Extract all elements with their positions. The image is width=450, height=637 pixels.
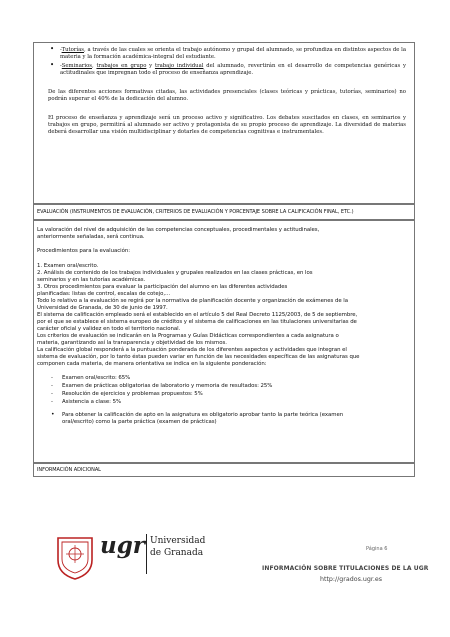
seminarios-paragraph: -Seminarios, trabajos en grupo y trabajo individual del alumnado, revertirán en el desarrollo de competencias genéricas y actitudinales que impregnan todo el proceso de enseñanza aprendizaje. xyxy=(60,63,406,76)
weighting-item: Resolución de ejercicios y problemas propuestos: 5% xyxy=(62,391,203,397)
procedimientos-heading: Procedimientos para la evaluación: xyxy=(37,248,130,254)
final-note-line: oral/escrito) como la parte práctica (examen de prácticas) xyxy=(62,419,217,425)
text-line: 2. Análisis de contenido de los trabajos individuales y grupales realizados en las clases prácticas, en los xyxy=(37,270,313,276)
final-note-line: Para obtener la calificación de apto en la asignatura es obligatorio aprobar tanto la parte teórica (examen xyxy=(62,412,344,418)
university-crest-icon xyxy=(56,534,94,580)
bullet-icon: • xyxy=(50,61,55,69)
university-line-2: de Granada xyxy=(150,548,204,558)
text-line: La calificación global responderá a la puntuación ponderada de los diferentes aspectos y actividades que integran el xyxy=(37,347,347,353)
proceso-paragraph: El proceso de enseñanza y aprendizaje será un proceso activo y significativo. Los debates suscitados en clases, en seminarios y trabajos en grupo, permitirá al alumnado ser activo y protagonista de su propio proceso de aprendizaje. La diversidad de materias deberá desarrollar una visión multidisciplinar y dotarles de competencias cognitivas e instrumentales. xyxy=(48,115,406,135)
tutorias-link: Tutorías xyxy=(61,47,84,53)
evaluation-header: EVALUACIÓN (INSTRUMENTOS DE EVALUACIÓN, CRITERIOS DE EVALUACIÓN Y PORCENTAJE SOBRE LA CALIFICACIÓN FINAL, ETC.) xyxy=(37,209,354,215)
dash-marker: - xyxy=(51,383,53,389)
bullet-icon: • xyxy=(50,45,55,53)
tutorias-text: , a través de las cuales se orienta el trabajo autónomo y grupal del alumnado, se profundiza en distintos aspectos de la materia y la formación académica-integral del estudiante. xyxy=(60,47,406,60)
evaluation-section xyxy=(33,220,415,463)
weighting-item: Examen oral/escrito: 65% xyxy=(62,375,131,381)
logo-divider xyxy=(146,534,147,574)
text-line: El sistema de calificación empleado será el establecido en el artículo 5 del Real Decreto 1125/2003, de 5 de septiembre, xyxy=(37,312,358,318)
dash-marker: - xyxy=(51,391,53,397)
grados-link[interactable]: http://grados.ugr.es xyxy=(320,576,383,583)
ugr-logo-text: ugr xyxy=(100,532,145,559)
bullet-icon: • xyxy=(51,411,55,418)
additional-info-header: INFORMACIÓN ADICIONAL xyxy=(37,467,101,473)
dash-marker: - xyxy=(51,399,53,405)
separator: y xyxy=(146,63,155,69)
teaching-methodology-section xyxy=(33,42,415,204)
dash-marker: - xyxy=(51,375,53,381)
info-banner: INFORMACIÓN SOBRE TITULACIONES DE LA UGR xyxy=(262,565,429,572)
text-line: Todo lo relativo a la evaluación se regirá por la normativa de planificación docente y organización de exámenes de la xyxy=(37,298,348,304)
text-line: 3. Otros procedimientos para evaluar la participación del alumno en las diferentes actividades xyxy=(37,284,288,290)
evaluation-header-row xyxy=(33,204,415,220)
weighting-item: Asistencia a clase: 5% xyxy=(62,399,122,405)
trabajo-individual-link: trabajo individual xyxy=(154,63,204,69)
trabajos-grupo-link: trabajos en grupo xyxy=(96,63,147,69)
text-line: seminarios y en las tutorías académicas. xyxy=(37,277,146,283)
acciones-paragraph: De las diferentes acciones formativas citadas, las actividades presenciales (clases teóricas y prácticas, tutorías, seminarios) no podrán superar el 40% de la dedicación del alumno. xyxy=(48,89,406,102)
page-number: Página 6 xyxy=(366,546,388,552)
text-line: carácter oficial y validez en todo el territorio nacional. xyxy=(37,326,181,332)
text-line: sistema de evaluación, por lo tanto éstas pueden variar en función de las necesidades específicas de las asignaturas que xyxy=(37,354,360,360)
tutorias-paragraph: -Tutorías, a través de las cuales se orienta el trabajo autónomo y grupal del alumnado, se profundiza en distintos aspectos de la materia y la formación académica-integral del estudiante. xyxy=(60,47,406,60)
text-line: componen cada materia, de manera orientativa se indica en la siguiente ponderación: xyxy=(37,361,267,367)
text-line: Universidad de Granada, de 30 de junio de 1997. xyxy=(37,305,168,311)
university-name xyxy=(150,535,205,559)
text-line: por el que se establece el sistema europeo de créditos y el sistema de calificaciones en las titulaciones universitarias de xyxy=(37,319,357,325)
text-line: anteriormente señaladas, será continua. xyxy=(37,234,145,240)
seminarios-text: del alumnado, revertirán en el desarrollo de competencias genéricas y actitudinales que impregnan todo el proceso de enseñanza aprendizaje. xyxy=(60,63,406,76)
text-line: Los criterios de evaluación se indicarán en la Programas y Guías Didácticas correspondientes a cada asignatura o xyxy=(37,333,339,339)
text-line: 1. Examen oral/escrito. xyxy=(37,263,99,269)
separator: , xyxy=(91,63,97,69)
seminarios-link: Seminarios xyxy=(61,63,92,69)
text-line: planificadas: listas de control, escalas de cotejo,... xyxy=(37,291,170,297)
weighting-item: Examen de prácticas obligatorias de laboratorio y memoria de resultados: 25% xyxy=(62,383,273,389)
text-line: La valoración del nivel de adquisición de las competencias conceptuales, procedimentales y actitudinales, xyxy=(37,227,320,233)
text-line: materia, garantizando así la transparencia y objetividad de los mismos. xyxy=(37,340,227,346)
additional-info-row xyxy=(33,463,415,477)
university-line-1: Universidad xyxy=(150,536,206,546)
